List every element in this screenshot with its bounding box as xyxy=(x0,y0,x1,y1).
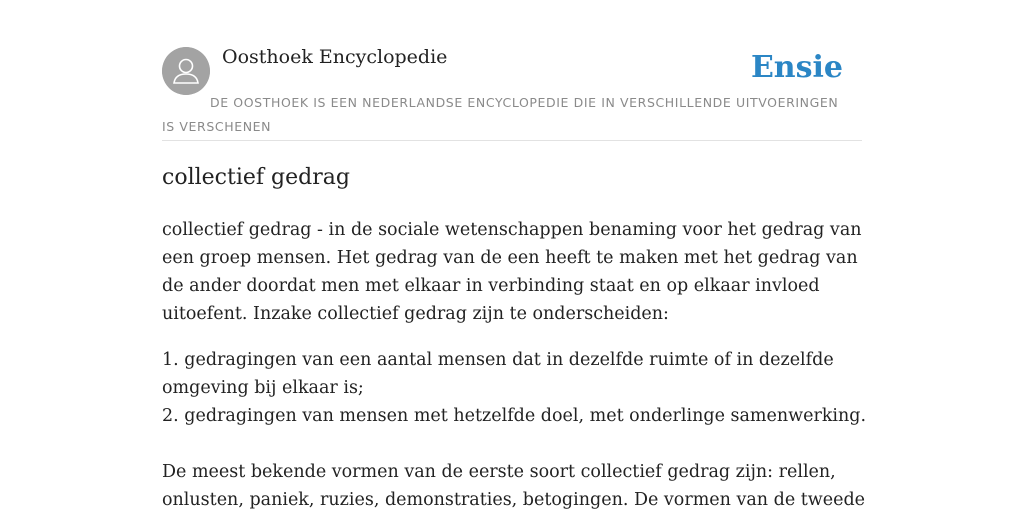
site-header xyxy=(162,44,862,141)
article-paragraph: De meest bekende vormen van de eerste soort collectief gedrag zijn: rellen, onlusten, paniek, ruzies, demonstraties, betogingen. De vormen van de tweede xyxy=(162,462,866,510)
list-item: 2. gedragingen van mensen met hetzelfde doel, met onderlinge samenwerking. xyxy=(162,406,867,426)
list-item: 1. gedragingen van een aantal mensen dat in dezelfde ruimte of in dezelfde omgeving bij elkaar is; xyxy=(162,350,834,398)
site-tagline: DE OOSTHOEK IS EEN NEDERLANDSE ENCYCLOPEDIE DIE IN VERSCHILLENDE UITVOERINGEN IS VERSCHENEN xyxy=(162,95,839,134)
user-icon[interactable] xyxy=(162,47,210,95)
article xyxy=(162,160,867,512)
site-title[interactable]: Oosthoek Encyclopedie xyxy=(222,46,448,68)
article-paragraph: collectief gedrag - in de sociale wetenschappen benaming voor het gedrag van een groep mensen. Het gedrag van de een heeft te maken met het gedrag van de ander doordat men met elkaar in verbinding staat en op elkaar invloed uitoefent. Inzake collectief gedrag zijn te onderscheiden: xyxy=(162,220,862,324)
article-title: collectief gedrag xyxy=(162,165,350,190)
brand-logo[interactable]: Ensie xyxy=(750,50,843,85)
